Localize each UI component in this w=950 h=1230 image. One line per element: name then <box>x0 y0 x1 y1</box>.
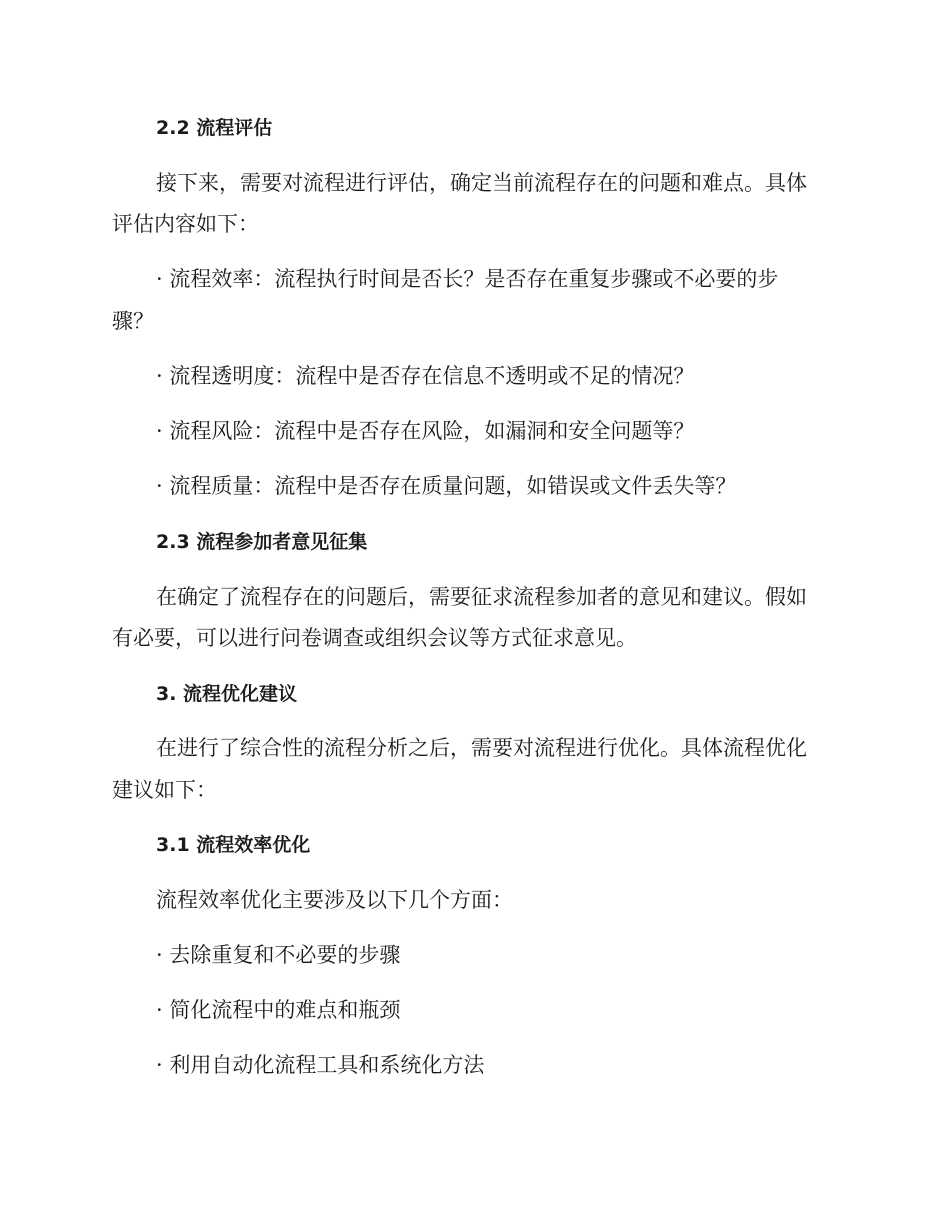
paragraph-line: 流程效率优化主要涉及以下几个方面： <box>156 888 513 912</box>
bullet-item: · 利用自动化流程工具和系统化方法 <box>156 1053 485 1077</box>
paragraph-line: 有必要，可以进行问卷调查或组织会议等方式征求意见。 <box>112 626 637 650</box>
heading-2-2: 2.2 流程评估 <box>156 117 273 139</box>
paragraph-line: 接下来，需要对流程进行评估，确定当前流程存在的问题和难点。具体 <box>156 171 807 195</box>
heading-3: 3. 流程优化建议 <box>156 683 298 705</box>
paragraph-line: 在进行了综合性的流程分析之后，需要对流程进行优化。具体流程优化 <box>156 736 807 760</box>
bullet-item: · 去除重复和不必要的步骤 <box>156 943 401 967</box>
heading-2-3: 2.3 流程参加者意见征集 <box>156 531 368 553</box>
bullet-item: · 流程效率：流程执行时间是否长？是否存在重复步骤或不必要的步 <box>156 267 779 291</box>
heading-3-1: 3.1 流程效率优化 <box>156 834 311 856</box>
paragraph-line: 建议如下： <box>112 778 217 802</box>
bullet-item: · 流程透明度：流程中是否存在信息不透明或不足的情况？ <box>156 364 695 388</box>
bullet-item: · 简化流程中的难点和瓶颈 <box>156 998 401 1022</box>
bullet-item-continuation: 骤？ <box>112 309 154 333</box>
bullet-item: · 流程风险：流程中是否存在风险，如漏洞和安全问题等？ <box>156 419 695 443</box>
paragraph-line: 在确定了流程存在的问题后，需要征求流程参加者的意见和建议。假如 <box>156 585 807 609</box>
bullet-item: · 流程质量：流程中是否存在质量问题，如错误或文件丢失等？ <box>156 474 737 498</box>
paragraph-line: 评估内容如下： <box>112 212 259 236</box>
